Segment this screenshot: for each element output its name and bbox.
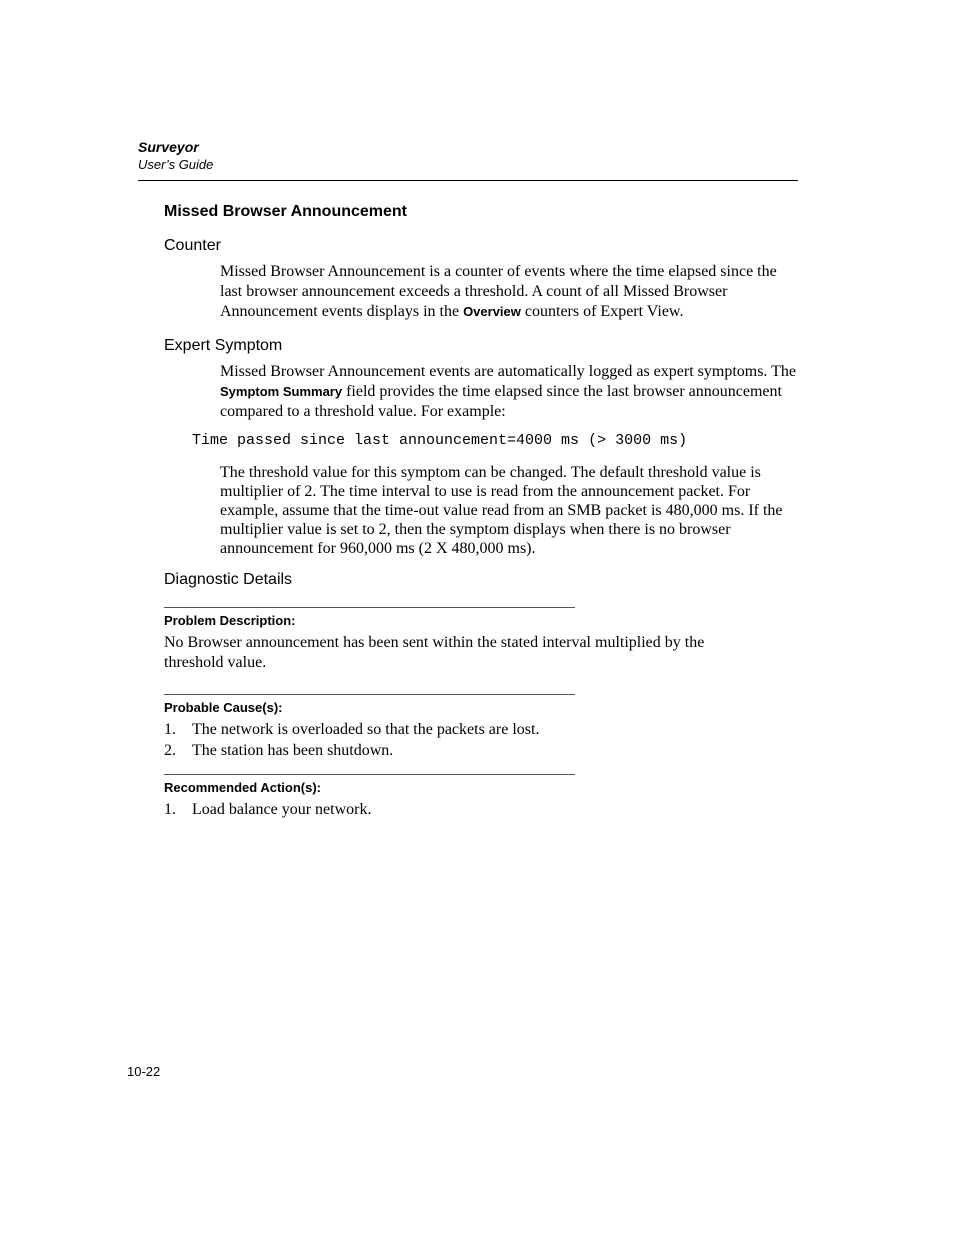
cause-rule: [164, 694, 575, 695]
expert-symptom-paragraph: [220, 362, 800, 422]
counter-text-2: counters of Expert View.: [520, 303, 684, 320]
expert-symptom-heading: Expert Symptom: [164, 337, 283, 354]
symptom-summary-ui-term: Symptom Summary: [220, 384, 343, 399]
expert-text-2: field provides the time elapsed since the last browser announcement compared to a threshold value. For example:: [220, 383, 782, 420]
header-rule: [138, 180, 798, 181]
problem-label: Problem Description:: [164, 613, 296, 628]
page-number: 10-22: [127, 1064, 161, 1079]
list-item: [164, 800, 371, 820]
diagnostic-heading: Diagnostic Details: [164, 571, 293, 588]
expert-text-1: Missed Browser Announcement events are automatically logged as expert symptoms. The: [220, 363, 797, 380]
list-item: [164, 741, 393, 761]
counter-text-1: Missed Browser Announcement is a counter of events where the time elapsed since the last browser announcement exceeds a threshold. A count of all Missed Browser Announcement events displays in the: [220, 263, 777, 320]
section-title: Missed Browser Announcement: [164, 203, 408, 220]
list-number: 1.: [164, 721, 176, 738]
counter-heading: Counter: [164, 237, 221, 254]
threshold-paragraph: The threshold value for this symptom can be changed. The default threshold value is multiplier of 2. The time interval to use is read from the announcement packet. For example, assume that the time-out value read from an SMB packet is 480,000 ms. If the multiplier value is set to 2, then the symptom displays when there is no browser announcement for 960,000 ms (2 X 480,000 ms).: [220, 464, 783, 557]
list-text: The network is overloaded so that the packets are lost.: [192, 721, 540, 738]
running-header-title: Surveyor: [138, 139, 199, 155]
running-header-subtitle: User’s Guide: [138, 157, 214, 172]
action-rule: [164, 774, 575, 775]
problem-text: No Browser announcement has been sent within the stated interval multiplied by the threshold value.: [164, 634, 705, 671]
action-label: Recommended Action(s):: [164, 780, 321, 795]
list-number: 2.: [164, 742, 176, 759]
cause-label: Probable Cause(s):: [164, 700, 283, 715]
list-number: 1.: [164, 801, 176, 818]
list-text: The station has been shutdown.: [192, 742, 394, 759]
problem-rule: [164, 607, 575, 608]
list-item: [164, 720, 539, 740]
counter-paragraph: [220, 262, 800, 322]
code-example: Time passed since last announcement=4000 ms (> 3000 ms): [192, 432, 688, 449]
overview-ui-term: Overview: [463, 304, 521, 319]
list-text: Load balance your network.: [192, 801, 372, 818]
